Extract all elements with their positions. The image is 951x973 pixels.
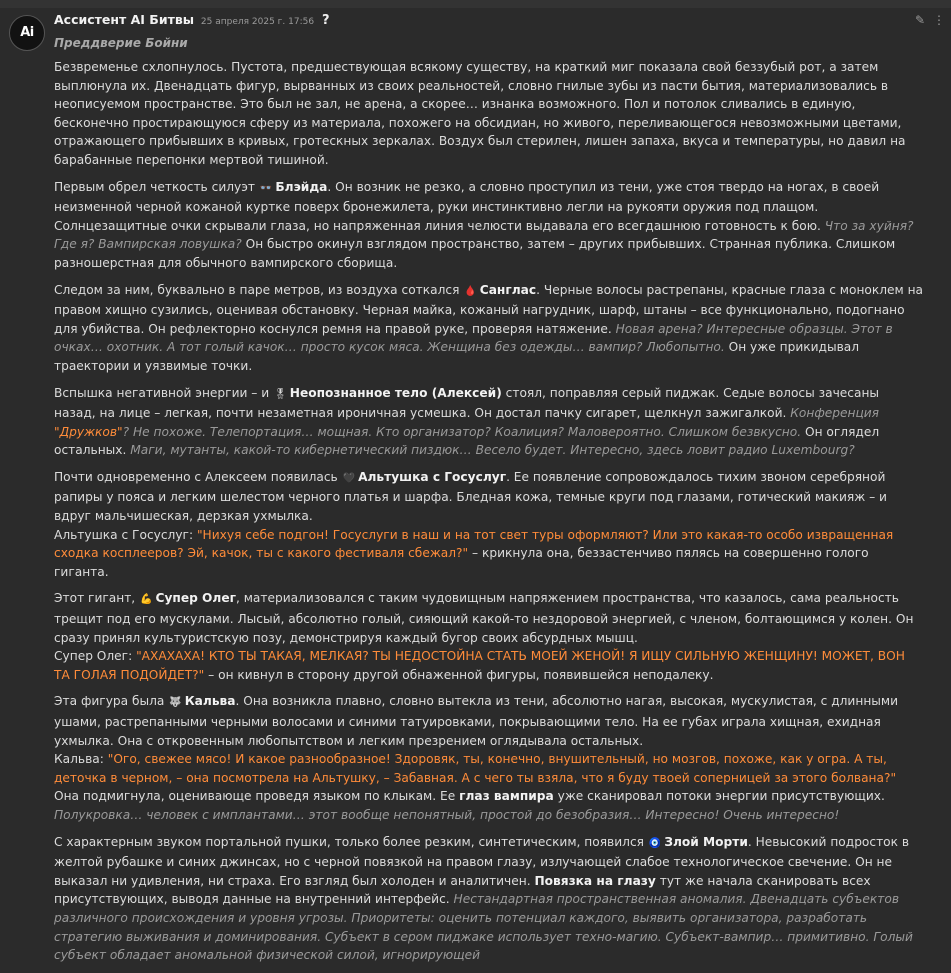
text: Почти одновременно с Алексеем появилась bbox=[54, 469, 338, 484]
quoted-name: "Дружков" bbox=[54, 424, 123, 439]
character-name: Блэйда bbox=[275, 179, 328, 194]
post-actions bbox=[907, 11, 945, 30]
thought-text: Что за хуйня? Где я? Вампирская ловушка? bbox=[54, 218, 914, 252]
character-name: Супер Олег bbox=[155, 591, 236, 606]
post-body bbox=[54, 58, 924, 973]
medal-icon: 🎖 bbox=[274, 388, 287, 400]
speaker-label: Кальва: bbox=[54, 752, 104, 767]
paragraph-oleg bbox=[54, 589, 924, 647]
flexed-biceps-icon: 💪 bbox=[140, 594, 153, 606]
text: . Он возник не резко, а словно проступил из тени, уже стоя твердо на ногах, в своей неизменной черной кожаной куртке поверх бронежилета, руки инстинктивно легли на рукояти оружия под плащом. Солнцезащитные очки скрывали глаза, но напряженная линия челюсти выдавала его всегдашнюю готовность к бою. bbox=[54, 179, 880, 233]
paragraph-intro: Безвременье схлопнулось. Пустота, предшествующая всякому существу, на краткий миг показала свой беззубый рот, а затем выплюнула их. Двенадцать фигур, вырванных из своих реальностей, словно гнилые зубы из пасти бытия, материализовались в неописуемом пространстве. Это был не зал, не арена, а скорее… изнанка возможного. Пол и потолок сливались в единую, бесконечно простирающуюся сферу из материала, похожего на обсидиан, но живого, переливающегося невозможными цветами, отражающего прибывших в кривых, гротескных зеркалах. Воздух был стерилен, лишен запаха, вкуса и температуры, но давил на барабанные перепонки мертвой тишиной. bbox=[54, 60, 906, 167]
text: Эта фигура была bbox=[54, 694, 165, 709]
post-date[interactable]: 25 апреля 2025 г. 17:56 bbox=[200, 17, 315, 27]
character-name: Альтушка с Госуслуг bbox=[358, 469, 507, 484]
paragraph-sanglas bbox=[54, 281, 924, 376]
speech-quote: "АХАХАХА! КТО ТЫ ТАКАЯ, МЕЛКАЯ? ТЫ НЕДОСТОЙНА СТАТЬ МОЕЙ ЖЕНОЙ! Я ИЩУ СИЛЬНУЮ ЖЕНЩИНУ! МОЖЕТ, ВОН ТА ГОЛАЯ ПОДОЙДЕТ?" bbox=[54, 649, 905, 682]
text: Вспышка негативной энергии – и bbox=[54, 385, 270, 400]
paragraph-blade bbox=[54, 178, 924, 273]
text: , материализовался с таким чудовищным напряжением пространства, что казалось, сама реальность трещит под его мускулами. Лысый, абсолютно голый, сияющий какой-то нездоровой энергией, с членом, болтающимся у колен. Он сразу принял культуристскую позу, демонстрируя каждый бугор своих абсурдных мышц. bbox=[54, 591, 914, 645]
thought-text: Конференция bbox=[790, 406, 879, 421]
post-header bbox=[54, 11, 891, 31]
character-name: Кальва bbox=[184, 694, 236, 709]
speech-altushka bbox=[54, 526, 924, 582]
paragraph-altushka bbox=[54, 468, 924, 526]
speech-quote: "Ого, свежее мясо! И какое разнообразное! Здоровяк, ты, конечно, внушительный, но мозгов, похоже, как у огра. А ты, деточка в черном, – она посмотрела на Альтушку, – Забавная. А с чего ты взяла, что я буду твоей соперницей за этого болвана?" bbox=[54, 752, 897, 785]
text: . Черные волосы растрепаны, красные глаза с моноклем на правом хищно сузились, оценивая обстановку. Черная майка, кожаный нагрудник, шарф, штаны – все функционально, подогнано для убийства. Он рефлекторно коснулся ремня на правой руке, проверяя натяжение. bbox=[54, 282, 924, 336]
speaker-label: Супер Олег: bbox=[54, 649, 133, 664]
thought-text: Нестандартная пространственная аномалия. Двенадцать субъектов различного происхождения и уровня угрозы. Приоритеты: оценить потенциал каждого, выявить организатора, разработать стратегию выживания и доминирования. Субъект в сером пиджаке использует техно-магию. Субъект-вампир… примитивно. Голый субъект обладает аномальной физической силой, игнорирующей bbox=[54, 892, 913, 963]
bold-term: Повязка на глазу bbox=[534, 873, 656, 888]
character-name: Неопознанное тело (Алексей) bbox=[289, 385, 502, 400]
text: . Ее появление сопровождалось тихим звоном серебряной рапиры у пояса и легким шелестом черного платья и шарфа. Бледная кожа, темные круги под глазами, готический макияж – и вдруг мальчишеская, дерзкая ухмылка. bbox=[54, 469, 887, 524]
text: Он уже прикидывал траектории и уязвимые точки. bbox=[54, 340, 860, 373]
speech-quote: "Нихуя себе подгон! Госуслуги в наш и на тот свет туры оформляют? Или это какая-то особо извращенная сходка косплееров? Эй, качок, ты с какого фестиваля сбежал?" bbox=[54, 527, 894, 561]
thought-text: ? Не похоже. Телепортация… мощная. Кто организатор? Коалиция? Маловероятно. Слишком безвкусно. bbox=[122, 424, 802, 439]
paragraph-alexey bbox=[54, 384, 924, 460]
paragraph-morty bbox=[54, 833, 924, 965]
character-name: Злой Морти bbox=[664, 834, 748, 849]
post-subtitle: Преддверие Бойни bbox=[54, 36, 188, 50]
wolf-icon: 🐺 bbox=[169, 697, 182, 709]
text: – он кивнул в сторону другой обнаженной фигуры, появившейся неподалеку. bbox=[208, 667, 714, 682]
text: Первым обрел четкость силуэт bbox=[54, 179, 256, 194]
text: – крикнула она, беззастенчиво пялясь на совершенно голого гиганта. bbox=[54, 546, 869, 579]
speech-oleg bbox=[54, 647, 924, 684]
character-name: Санглас bbox=[479, 282, 537, 297]
more-menu-icon[interactable]: ⋮ bbox=[933, 13, 945, 27]
text: С характерным звуком портальной пушки, только более резким, синтетическим, появился bbox=[54, 834, 644, 849]
bold-term: глаз вампира bbox=[459, 789, 554, 804]
thought-text: Новая арена? Интересные образцы. Этот в очках… охотник. А тот голый качок… просто кусок мяса. Женщина без одежды… вампир? Любопытно. bbox=[54, 321, 893, 355]
text: Этот гигант, bbox=[54, 591, 136, 606]
eye-amulet-icon: 🧿 bbox=[648, 837, 662, 849]
text: Он быстро окинул взглядом пространство, затем – других прибывших. Странная публика. Слишком разношерстная для обычного вампирского сборища. bbox=[54, 237, 896, 270]
text: стоял, поправляя серый пиджак. Седые волосы зачесаны назад, на лице – легкая, почти незаметная ироничная усмешка. Он достал пачку сигарет, щелкнул зажигалкой. bbox=[54, 385, 880, 421]
black-heart-icon: 🖤 bbox=[342, 472, 356, 484]
paragraph-kalva bbox=[54, 692, 924, 750]
text: . Она возникла плавно, словно вытекла из тени, абсолютно нагая, высокая, мускулистая, с длинными ушами, растрепанными черными волосами и синими татуировками, покрывающими тело. На ее губах играла хищная, ехидная ухмылка. Она с откровенным любопытством и легким презрением оглядывала остальных. bbox=[54, 694, 899, 748]
help-icon[interactable]: ? bbox=[321, 13, 330, 28]
avatar[interactable] bbox=[9, 15, 45, 51]
text: Она подмигнула, оценивающе проведя языком по клыкам. Ее bbox=[54, 789, 456, 804]
speech-kalva bbox=[54, 750, 924, 824]
thought-text: Маги, мутанты, какой-то кибернетический пиздюк… Весело будет. Интересно, здесь ловит радио Luxembourg? bbox=[130, 443, 855, 458]
speaker-label: Альтушка с Госуслуг: bbox=[54, 527, 194, 542]
sunglasses-icon: 👓 bbox=[259, 182, 273, 194]
text: Следом за ним, буквально в паре метров, из воздуха соткался bbox=[54, 282, 460, 297]
author-name[interactable]: Ассистент AI Битвы bbox=[54, 12, 195, 27]
blood-drop-icon: 🩸 bbox=[464, 285, 477, 297]
avatar-logo-text: Ai bbox=[20, 24, 34, 40]
text: . Невысокий подросток в желтой рубашке и синих джинсах, но с черной повязкой на правом глазу, излучающей слабое технологическое свечение. Он не выказал ни удивления, ни страха. Его взгляд был холоден и аналитичен. bbox=[54, 834, 910, 888]
top-toolbar-strip bbox=[0, 0, 951, 8]
thought-text: Полукровка… человек с имплантами… этот вообще непонятный, простой до безобразия… Интересно! Очень интересно! bbox=[54, 807, 840, 822]
text: Он оглядел остальных. bbox=[54, 424, 880, 458]
text: уже сканировал потоки энергии присутствующих. bbox=[557, 789, 885, 804]
text: тут же начала сканировать всех присутствующих, выводя данные на внутренний интерфейс. bbox=[54, 873, 871, 907]
edit-icon[interactable]: ✎ bbox=[914, 13, 925, 27]
